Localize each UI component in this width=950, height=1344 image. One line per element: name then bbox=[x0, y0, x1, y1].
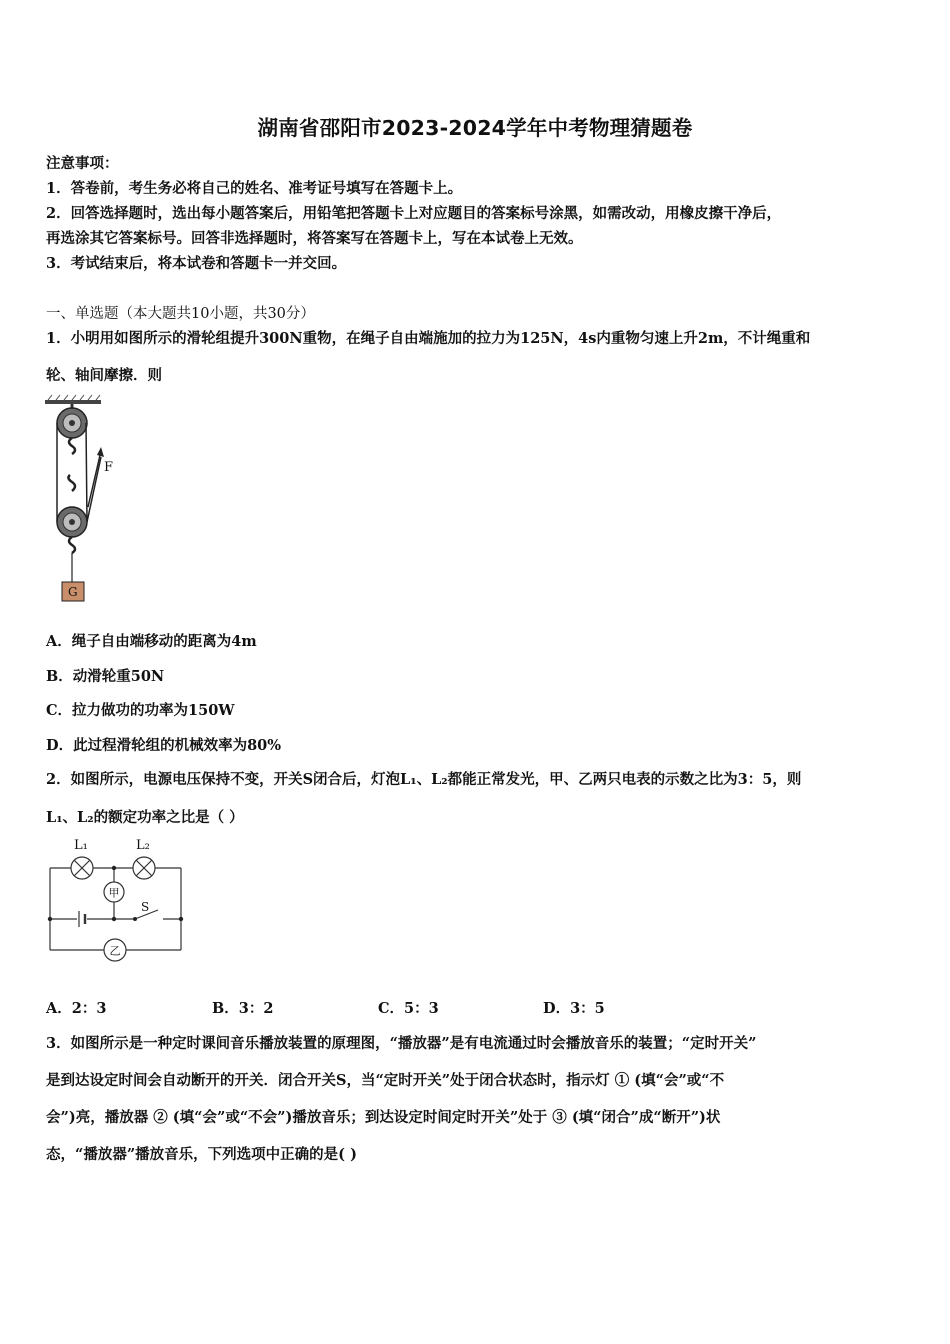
q1-option-a: A．绳子自由端移动的距离为4m bbox=[46, 633, 257, 650]
q2-option-b: B．3：2 bbox=[212, 1000, 274, 1017]
q3-stem-line4: 态，“播放器”播放音乐，下列选项中正确的是( ) bbox=[46, 1146, 357, 1163]
meter-yi-label: 乙 bbox=[109, 944, 121, 958]
lamp-l1-label: L₁ bbox=[74, 838, 88, 853]
q1-option-c: C．拉力做功的功率为150W bbox=[46, 702, 235, 719]
lamp-l2-label: L₂ bbox=[136, 838, 150, 853]
q2-option-d: D．3：5 bbox=[543, 1000, 605, 1017]
switch-label: S bbox=[141, 900, 150, 914]
battery-icon bbox=[79, 911, 85, 927]
pulley-figure bbox=[40, 395, 150, 610]
q1-option-b: B．动滑轮重50N bbox=[46, 668, 165, 685]
q2-option-c: C．5：3 bbox=[378, 1000, 439, 1017]
lamp-l2-icon bbox=[133, 857, 155, 879]
notice-item-1: 1．答卷前，考生务必将自己的姓名、准考证号填写在答题卡上。 bbox=[46, 180, 463, 197]
circuit-figure bbox=[44, 832, 194, 967]
section-heading: 一、单选题（本大题共10小题，共30分） bbox=[46, 306, 315, 322]
notice-item-2: 2．回答选择题时，选出每小题答案后，用铅笔把答题卡上对应题目的答案标号涂黑，如需改动，用橡皮擦干净后， bbox=[46, 205, 782, 222]
lamp-l1-icon bbox=[71, 857, 93, 879]
notice-item-2-cont: 再选涂其它答案标号。回答非选择题时，将答案写在答题卡上，写在本试卷上无效。 bbox=[46, 230, 583, 247]
page-title: 湖南省邵阳市2023-2024学年中考物理猜题卷 bbox=[257, 116, 693, 140]
q2-stem-line1: 2．如图所示，电源电压保持不变，开关S闭合后，灯泡L₁、L₂都能正常发光，甲、乙两只电表的示数之比为3：5，则 bbox=[46, 771, 802, 788]
rope bbox=[57, 423, 101, 522]
q3-stem-line1: 3．如图所示是一种定时课间音乐播放装置的原理图，“播放器”是有电流通过时会播放音乐的装置；“定时开关” bbox=[46, 1035, 757, 1052]
q2-stem-line2: L₁、L₂的额定功率之比是（ ） bbox=[46, 809, 244, 826]
notice-item-3: 3．考试结束后，将本试卷和答题卡一并交回。 bbox=[46, 255, 347, 272]
force-label: F bbox=[104, 460, 114, 475]
ceiling-mount bbox=[45, 395, 101, 409]
weight-block bbox=[62, 582, 84, 601]
weight-label: G bbox=[68, 585, 78, 599]
q3-stem-line3: 会”)亮，播放器 ② (填“会”或“不会”)播放音乐；到达设定时间定时开关”处于 ③ (填“闭合”成“断开”)状 bbox=[46, 1109, 721, 1126]
q2-option-a: A．2：3 bbox=[46, 1000, 107, 1017]
q1-option-d: D．此过程滑轮组的机械效率为80% bbox=[46, 737, 282, 754]
meter-jia-label: 甲 bbox=[108, 886, 120, 900]
fixed-pulley bbox=[57, 408, 87, 454]
q1-stem-line1: 1．小明用如图所示的滑轮组提升300N重物，在绳子自由端施加的拉力为125N，4s内重物匀速上升2m，不计绳重和 bbox=[46, 330, 811, 347]
notice-heading: 注意事项： bbox=[46, 155, 119, 172]
q1-stem-line2: 轮、轴间摩擦．则 bbox=[46, 367, 162, 384]
movable-pulley bbox=[57, 475, 87, 582]
q3-stem-line2: 是到达设定时间会自动断开的开关．闭合开关S，当“定时开关”处于闭合状态时，指示灯 ① (填“会”或“不 bbox=[46, 1072, 725, 1089]
